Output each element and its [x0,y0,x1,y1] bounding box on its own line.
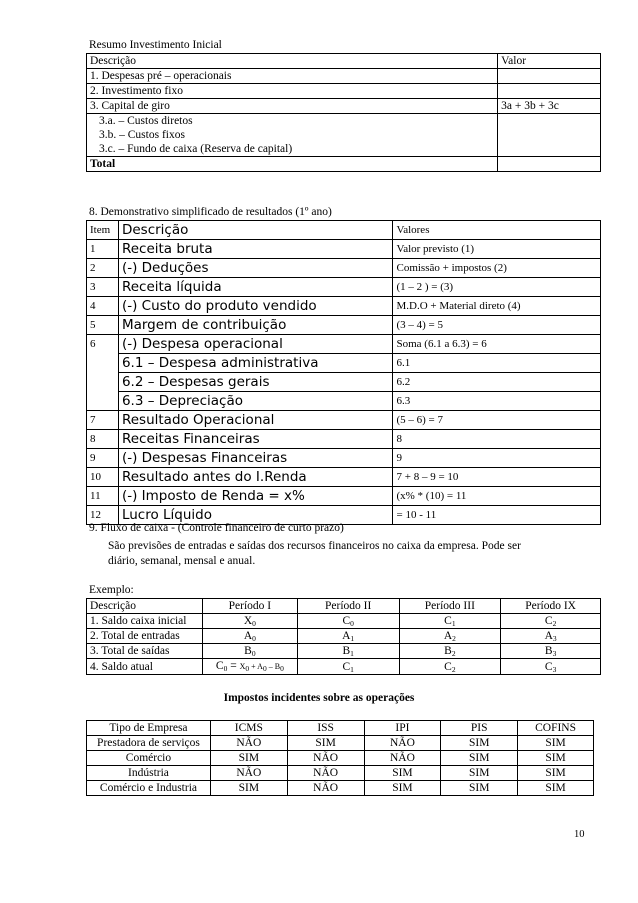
tax-cell: NÃO [287,751,364,766]
impostos-table [86,720,594,796]
tax-cell: SIM [441,736,518,751]
table-row [87,411,601,430]
demonstrativo-title: 8. Demonstrativo simplificado de resultados (1º ano) [89,206,332,218]
value-cell: (3 – 4) = 5 [393,316,601,335]
value-cell: 7 + 8 – 9 = 10 [393,468,601,487]
tax-cell: SIM [518,751,594,766]
header-cell: ICMS [210,721,287,736]
description-cell: 6.3 – Depreciação [118,392,393,411]
description-cell: (-) Despesa operacional [118,335,393,354]
value-cell: 9 [393,449,601,468]
tax-cell: SIM [210,781,287,796]
item-cell [87,392,119,411]
tax-cell: SIM [441,766,518,781]
table-row [87,659,601,675]
item-cell: 7 [87,411,119,430]
table-cell [498,69,601,84]
table-row [87,751,594,766]
tax-cell: SIM [364,766,441,781]
investimento-title: Resumo Investimento Inicial [89,39,222,51]
table-row [87,99,601,114]
description-cell: Margem de contribuição [118,316,393,335]
value-cell: 6.1 [393,354,601,373]
tax-cell: SIM [441,751,518,766]
value-cell: (5 – 6) = 7 [393,411,601,430]
tax-cell: NÃO [287,766,364,781]
tax-cell: SIM [518,736,594,751]
value-cell: = 10 - 11 [393,506,601,525]
table-cell [498,84,601,99]
table-header-row [87,221,601,240]
table-cell [498,114,601,129]
value-cell: (1 – 2 ) = (3) [393,278,601,297]
header-cell: Descrição [87,54,498,69]
page-number: 10 [574,829,585,840]
header-cell: Descrição [118,221,393,240]
formula-cell: $C_0 = X_0 + A_0 - B_0$ [202,659,297,675]
demonstrativo-body [87,240,601,525]
table-cell [498,128,601,142]
total-label: Total [87,157,498,172]
table-cell: 3. Capital de giro [87,99,498,114]
impostos-body [87,721,594,796]
row-label-cell: 3. Total de saídas [87,644,203,659]
value-cell: 6.2 [393,373,601,392]
value-cell: (x% * (10) = 11 [393,487,601,506]
table-row [87,766,594,781]
value-cell: Soma (6.1 a 6.3) = 6 [393,335,601,354]
header-cell: ISS [287,721,364,736]
header-cell: PIS [441,721,518,736]
row-label-cell: 4. Saldo atual [87,659,203,675]
description-cell: 6.2 – Despesas gerais [118,373,393,392]
investimento-table [86,53,601,172]
table-cell: 3a + 3b + 3c [498,99,601,114]
header-cell: Valores [393,221,601,240]
value-cell: $A_3$ [501,629,601,644]
table-row [87,142,601,157]
description-cell: Receita líquida [118,278,393,297]
description-cell: (-) Despesas Financeiras [118,449,393,468]
table-cell [498,157,601,172]
company-type-cell: Comércio [87,751,211,766]
row-label-cell: 1. Saldo caixa inicial [87,614,203,629]
description-cell: 6.1 – Despesa administrativa [118,354,393,373]
table-row [87,487,601,506]
fluxo-title: 9. Fluxo de caixa - (Controle financeiro de curto prazo) [89,522,344,534]
item-cell: 12 [87,506,119,525]
company-type-cell: Comércio e Industria [87,781,211,796]
fluxo-body [87,614,601,675]
description-cell: Resultado Operacional [118,411,393,430]
header-cell: Período I [202,599,297,614]
header-cell: Item [87,221,119,240]
tax-cell: SIM [364,781,441,796]
value-cell: $C_1$ [297,659,399,675]
item-cell [87,354,119,373]
value-cell: 8 [393,430,601,449]
table-total-row [87,157,601,172]
table-row [87,335,601,354]
value-cell: $C_3$ [501,659,601,675]
table-cell [498,142,601,157]
fluxo-description-line2: diário, semanal, mensal e anual. [108,555,256,567]
company-type-cell: Indústria [87,766,211,781]
item-cell: 6 [87,335,119,354]
table-row [87,354,601,373]
value-cell: 6.3 [393,392,601,411]
table-row [87,781,594,796]
header-cell: Tipo de Empresa [87,721,211,736]
value-cell: $A_1$ [297,629,399,644]
table-row [87,316,601,335]
table-row [87,114,601,129]
item-cell: 9 [87,449,119,468]
fluxo-example-label: Exemplo: [89,584,134,596]
tax-cell: NÃO [210,766,287,781]
value-cell: Comissão + impostos (2) [393,259,601,278]
value-cell: $B_1$ [297,644,399,659]
header-cell: Período IX [501,599,601,614]
value-cell: $C_2$ [501,614,601,629]
description-cell: (-) Imposto de Renda = x% [118,487,393,506]
table-row [87,373,601,392]
description-cell: (-) Custo do produto vendido [118,297,393,316]
impostos-title: Impostos incidentes sobre as operações [223,692,415,704]
table-row [87,297,601,316]
table-row [87,614,601,629]
table-cell: 1. Despesas pré – operacionais [87,69,498,84]
value-cell: $A_2$ [399,629,501,644]
table-row [87,259,601,278]
value-cell: $C_2$ [399,659,501,675]
description-cell: (-) Deduções [118,259,393,278]
item-cell: 4 [87,297,119,316]
row-label-cell: 2. Total de entradas [87,629,203,644]
table-header-row [87,721,594,736]
table-header-row [87,54,601,69]
table-row [87,84,601,99]
description-cell: Resultado antes do I.Renda [118,468,393,487]
description-cell: Receita bruta [118,240,393,259]
item-cell: 3 [87,278,119,297]
value-cell: $B_3$ [501,644,601,659]
tax-cell: SIM [287,736,364,751]
value-cell: M.D.O + Material direto (4) [393,297,601,316]
table-row [87,128,601,142]
table-row [87,430,601,449]
demonstrativo-table [86,220,601,525]
fluxo-description-line1: São previsões de entradas e saídas dos recursos financeiros no caixa da empresa. Pode ser [108,540,521,552]
value-cell: $X_0$ [202,614,297,629]
item-cell: 2 [87,259,119,278]
table-cell: 3.a. – Custos diretos [87,114,498,129]
table-cell: 3.b. – Custos fixos [87,128,498,142]
item-cell [87,373,119,392]
table-row [87,278,601,297]
item-cell: 1 [87,240,119,259]
table-row [87,69,601,84]
value-cell: Valor previsto (1) [393,240,601,259]
table-row [87,629,601,644]
fluxo-table [86,598,601,675]
value-cell: $C_1$ [399,614,501,629]
header-cell: Valor [498,54,601,69]
item-cell: 8 [87,430,119,449]
item-cell: 5 [87,316,119,335]
tax-cell: SIM [441,781,518,796]
tax-cell: NÃO [364,751,441,766]
tax-cell: SIM [518,781,594,796]
table-row [87,736,594,751]
description-cell: Lucro Líquido [118,506,393,525]
table-cell: 2. Investimento fixo [87,84,498,99]
header-cell: Descrição [87,599,203,614]
header-cell: COFINS [518,721,594,736]
tax-cell: NÃO [287,781,364,796]
header-cell: IPI [364,721,441,736]
table-row [87,392,601,411]
table-row [87,468,601,487]
company-type-cell: Prestadora de serviços [87,736,211,751]
tax-cell: SIM [518,766,594,781]
table-cell: 3.c. – Fundo de caixa (Reserva de capital) [87,142,498,157]
value-cell: $A_0$ [202,629,297,644]
table-row [87,449,601,468]
table-row [87,240,601,259]
item-cell: 10 [87,468,119,487]
description-cell: Receitas Financeiras [118,430,393,449]
header-cell: Período III [399,599,501,614]
header-cell: Período II [297,599,399,614]
table-row [87,644,601,659]
tax-cell: NÃO [210,736,287,751]
value-cell: $C_0$ [297,614,399,629]
value-cell: $B_2$ [399,644,501,659]
tax-cell: NÃO [364,736,441,751]
value-cell: $B_0$ [202,644,297,659]
table-header-row [87,599,601,614]
tax-cell: SIM [210,751,287,766]
item-cell: 11 [87,487,119,506]
